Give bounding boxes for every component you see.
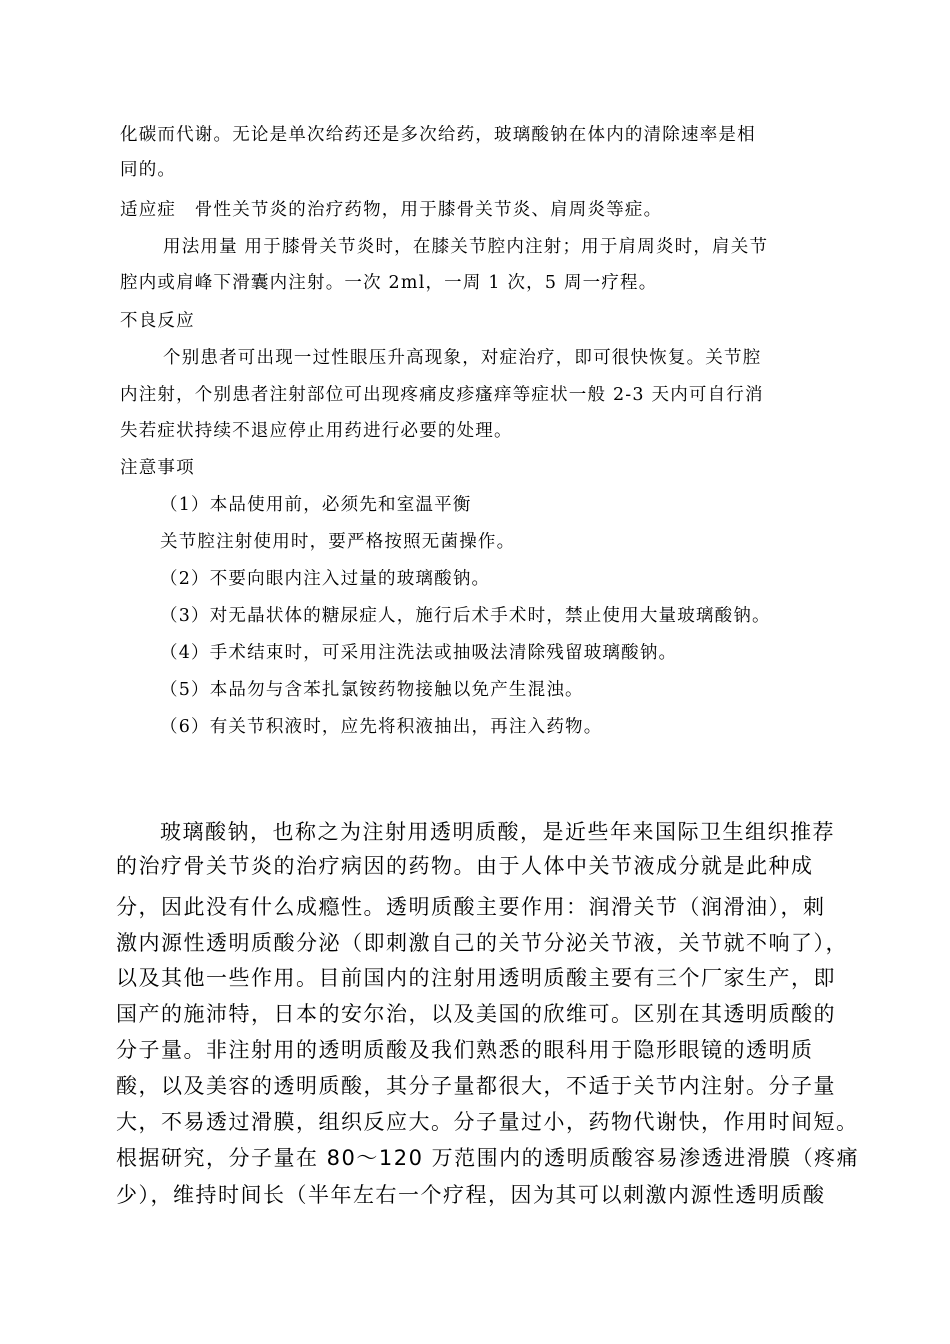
section-heading-adverse-reactions: 不良反应 xyxy=(120,311,195,331)
article-line: 酸，以及美容的透明质酸，其分子量都很大，不适于关节内注射。分子量 xyxy=(116,1074,836,1098)
article-line: 根据研究，分子量在 80～120 万范围内的透明质酸容易渗透进滑膜（疼痛 xyxy=(116,1146,860,1170)
precaution-item: （2）不要向眼内注入过量的玻璃酸钠。 xyxy=(160,569,491,589)
article-line: 以及其他一些作用。目前国内的注射用透明质酸主要有三个厂家生产，即 xyxy=(116,966,836,990)
dosage-line: 腔内或肩峰下滑囊内注射。一次 2ml，一周 1 次，5 周一疗程。 xyxy=(120,273,658,293)
article-line: 分子量。非注射用的透明质酸及我们熟悉的眼科用于隐形眼镜的透明质 xyxy=(116,1038,814,1062)
precaution-item: （6）有关节积液时，应先将积液抽出，再注入药物。 xyxy=(160,717,603,737)
paragraph-line: 内注射，个别患者注射部位可出现疼痛皮疹瘙痒等症状一般 2-3 天内可自行消 xyxy=(120,385,764,405)
precaution-item: （5）本品勿与含苯扎氯铵药物接触以免产生混浊。 xyxy=(160,680,584,700)
paragraph-line: 化碳而代谢。无论是单次给药还是多次给药，玻璃酸钠在体内的清除速率是相 xyxy=(120,125,756,145)
paragraph-line: 个别患者可出现一过性眼压升高现象，对症治疗，即可很快恢复。关节腔 xyxy=(163,348,762,368)
section-heading-precautions: 注意事项 xyxy=(120,458,195,478)
article-line: 分，因此没有什么成瘾性。透明质酸主要作用：润滑关节（润滑油），刺 xyxy=(116,895,826,919)
article-line: 国产的施沛特，日本的安尔治，以及美国的欣维可。区别在其透明质酸的 xyxy=(116,1002,836,1026)
article-line: 少），维持时间长（半年左右一个疗程，因为其可以刺激内源性透明质酸 xyxy=(116,1183,826,1207)
paragraph-line: 同的。 xyxy=(120,160,177,180)
dosage-line: 用法用量 用于膝骨关节炎时，在膝关节腔内注射；用于肩周炎时，肩关节 xyxy=(163,237,769,257)
precaution-item: 关节腔注射使用时，要严格按照无菌操作。 xyxy=(160,532,516,552)
article-line: 激内源性透明质酸分泌（即刺激自己的关节分泌关节液，关节就不响了）， xyxy=(116,931,848,955)
article-line: 玻璃酸钠，也称之为注射用透明质酸，是近些年来国际卫生组织推荐 xyxy=(160,820,835,844)
article-line: 的治疗骨关节炎的治疗病因的药物。由于人体中关节液成分就是此种成 xyxy=(116,854,814,878)
indications-line: 适应症 骨性关节炎的治疗药物，用于膝骨关节炎、肩周炎等症。 xyxy=(120,200,663,220)
paragraph-line: 失若症状持续不退应停止用药进行必要的处理。 xyxy=(120,421,513,441)
precaution-item: （1）本品使用前，必须先和室温平衡 xyxy=(160,495,472,515)
precaution-item: （4）手术结束时，可采用注洗法或抽吸法清除残留玻璃酸钠。 xyxy=(160,643,678,663)
article-line: 大，不易透过滑膜，组织反应大。分子量过小，药物代谢快，作用时间短。 xyxy=(116,1110,859,1134)
precaution-item: （3）对无晶状体的糖尿症人，施行后术手术时，禁止使用大量玻璃酸钠。 xyxy=(160,606,771,626)
